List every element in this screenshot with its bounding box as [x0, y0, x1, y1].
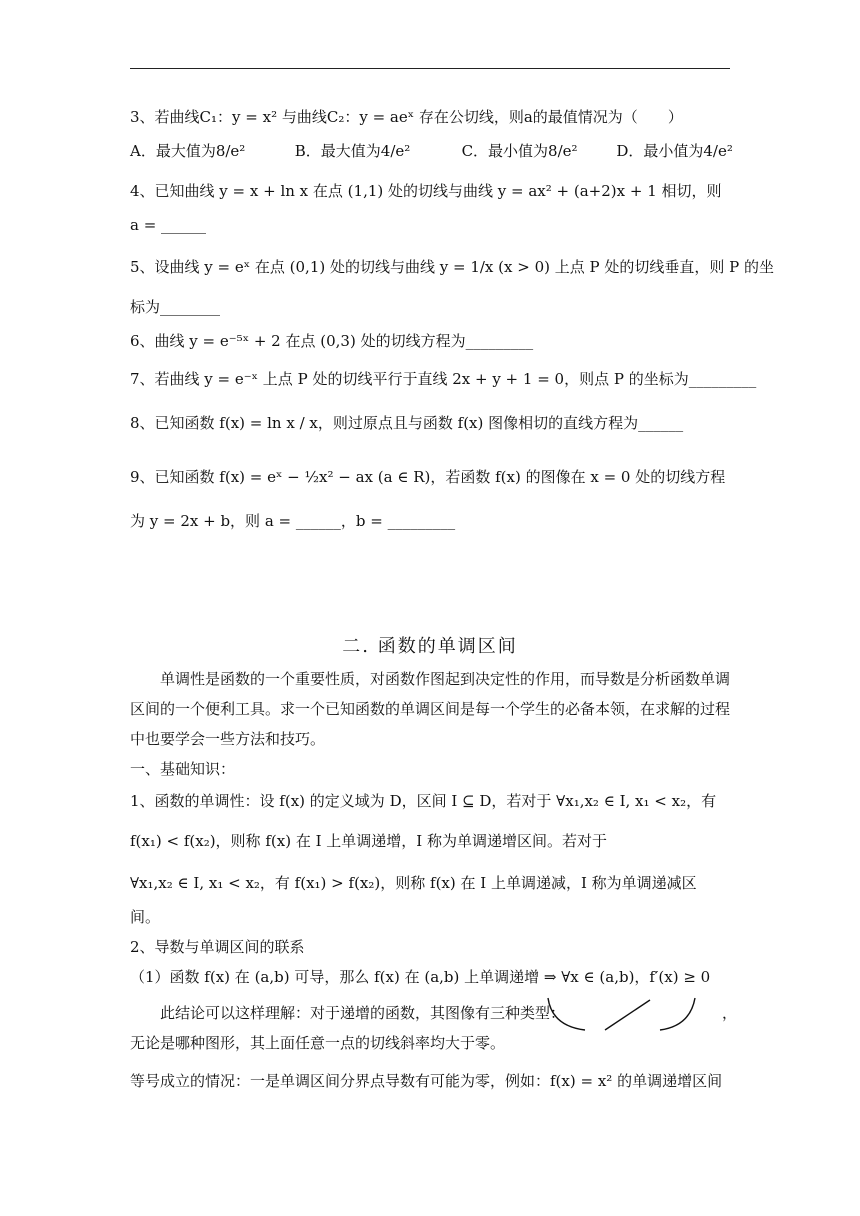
definition-1-line-1: 1、函数的单调性：设 f(x) 的定义域为 D，区间 I ⊆ D，若对于 ∀x₁,x₂ ∈ I, x₁ < x₂，有 [130, 792, 717, 810]
definition-1-line-2: f(x₁) < f(x₂)，则称 f(x) 在 I 上单调递增，I 称为单调递增区间。若对于 [130, 832, 607, 850]
intro-line-1: 单调性是函数的一个重要性质，对函数作图起到决定性的作用，而导数是分析函数单调 [160, 670, 731, 688]
straight-line [605, 1000, 650, 1030]
definition-1-line-4: 间。 [130, 908, 161, 926]
question-3-options [130, 140, 733, 162]
item-2-1: （1）函数 f(x) 在 (a,b) 可导，那么 f(x) 在 (a,b) 上单调递增 ⇒ ∀x ∈ (a,b)，f′(x) ≥ 0 [130, 968, 711, 986]
question-9-line-1: 9、已知函数 f(x) = eˣ − ½x² − ax (a ∈ R)，若函数 f(x) 的图像在 x = 0 处的切线方程 [130, 468, 726, 486]
option-b[interactable]: B．最大值为4/e² [294, 142, 411, 160]
concave-up-curve [548, 998, 585, 1030]
equal-case-line: 等号成立的情况：一是单调区间分界点导数有可能为零，例如：f(x) = x² 的单调递增区间 [130, 1072, 723, 1090]
header-rule [130, 68, 730, 69]
question-4-line-1: 4、已知曲线 y = x + ln x 在点 (1,1) 处的切线与曲线 y = ax² + (a+2)x + 1 相切，则 [130, 182, 722, 200]
question-9-line-2: 为 y = 2x + b，则 a = ______，b = _________ [130, 512, 456, 530]
question-4-line-2: a = ______ [130, 216, 207, 234]
question-8: 8、已知函数 f(x) = ln x / x，则过原点且与函数 f(x) 图像相切的直线方程为______ [130, 414, 684, 432]
question-7: 7、若曲线 y = e⁻ˣ 上点 P 处的切线平行于直线 2x + y + 1 = 0，则点 P 的坐标为_________ [130, 370, 757, 388]
question-6: 6、曲线 y = e⁻⁵ˣ + 2 在点 (0,3) 处的切线方程为_________ [130, 332, 534, 350]
option-a[interactable]: A．最大值为8/e² [130, 142, 246, 160]
note-comma: ， [722, 1004, 738, 1022]
note-line-2: 无论是哪种图形，其上面任意一点的切线斜率均大于零。 [130, 1034, 506, 1052]
option-d[interactable]: D．最小值为4/e² [616, 142, 733, 160]
option-c[interactable]: C．最小值为8/e² [461, 142, 578, 160]
question-5-line-1: 5、设曲线 y = eˣ 在点 (0,1) 处的切线与曲线 y = 1/x (x > 0) 上点 P 处的切线垂直，则 P 的坐 [130, 258, 774, 276]
question-3-stem: 3、若曲线C₁：y = x² 与曲线C₂：y = aeˣ 存在公切线，则a的最值情况为（ ） [130, 108, 683, 126]
note-text: 此结论可以这样理解：对于递增的函数，其图像有三种类型： [160, 1004, 566, 1022]
note-line-1 [160, 1002, 565, 1024]
intro-line-3: 中也要学会一些方法和技巧。 [130, 730, 326, 748]
concave-down-curve [660, 998, 695, 1030]
basics-heading: 一、基础知识： [130, 760, 236, 778]
section-title: 二. 函数的单调区间 [342, 636, 518, 657]
increasing-curve-types-figure [540, 996, 730, 1036]
question-5-line-2: 标为________ [130, 298, 221, 316]
item-2-heading: 2、导数与单调区间的联系 [130, 938, 305, 956]
intro-line-2: 区间的一个便利工具。求一个已知函数的单调区间是每一个学生的必备本领，在求解的过程 [130, 700, 731, 718]
definition-1-line-3: ∀x₁,x₂ ∈ I, x₁ < x₂，有 f(x₁) > f(x₂)，则称 f(x) 在 I 上单调递减，I 称为单调递减区 [130, 874, 697, 892]
